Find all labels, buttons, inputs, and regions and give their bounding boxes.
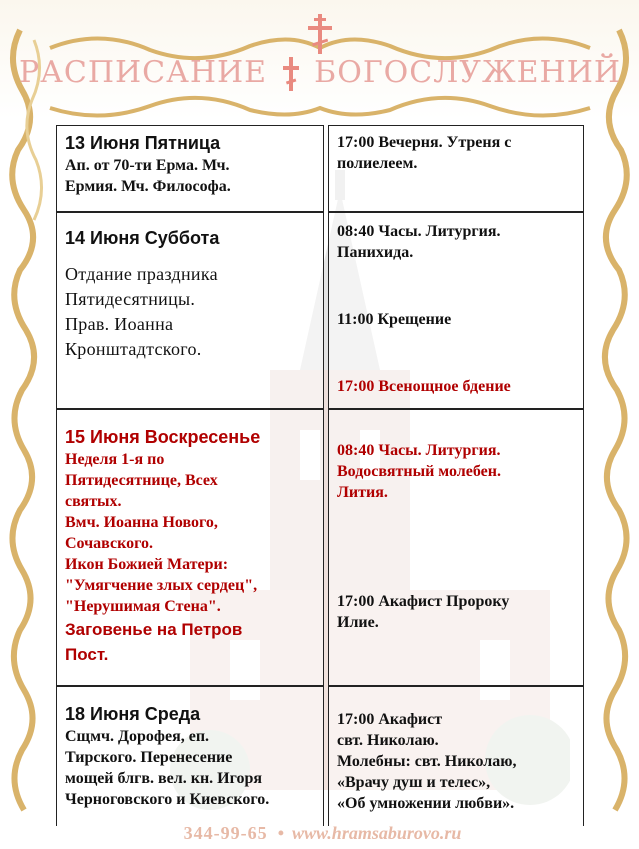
feast-line: Пятидесятницы. bbox=[65, 289, 196, 309]
feast-line-red: Икон Божией Матери: bbox=[65, 556, 229, 573]
feast-line-red: Неделя 1-я по bbox=[65, 451, 165, 468]
feast-line-red: Пятидесятнице, Всех bbox=[65, 472, 218, 489]
service-line: «Врачу душ и телес», bbox=[337, 774, 491, 791]
fast-eve-line: Заговенье на Петров bbox=[65, 620, 243, 639]
feast-line-red: "Умягчение злых сердец", bbox=[65, 577, 258, 594]
title-right: БОГОСЛУЖЕНИЙ bbox=[314, 55, 622, 90]
day-heading: 13 Июня Пятница bbox=[65, 133, 221, 153]
service-line: 11:00 Крещение bbox=[337, 311, 452, 328]
title-left: РАСПИСАНИЕ bbox=[18, 55, 268, 90]
service-line: Молебны: свт. Николаю, bbox=[337, 753, 517, 770]
service-line: «Об умножении любви». bbox=[337, 795, 515, 812]
feast-line: Тирского. Перенесение bbox=[65, 749, 233, 766]
page-title bbox=[18, 48, 622, 98]
service-line-red: 08:40 Часы. Литургия. bbox=[337, 442, 501, 459]
row-1-right-cell bbox=[328, 125, 584, 212]
service-line: 17:00 Акафист Пророку bbox=[337, 593, 510, 610]
feast-line: Ап. от 70-ти Ерма. Мч. bbox=[65, 157, 230, 174]
footer-phone: 344-99-65 bbox=[183, 822, 268, 843]
feast-line: Сщмч. Дорофея, еп. bbox=[65, 728, 210, 745]
feast-line-red: "Нерушимая Стена". bbox=[65, 598, 221, 615]
row-2-left-cell bbox=[56, 212, 324, 409]
service-line: 17:00 Акафист bbox=[337, 711, 443, 728]
service-line: свт. Николаю. bbox=[337, 732, 439, 749]
feast-line: Прав. Иоанна bbox=[65, 314, 174, 334]
feast-line: Ермия. Мч. Философа. bbox=[65, 178, 231, 195]
left-ornament bbox=[0, 0, 54, 849]
feast-line-red: святых. bbox=[65, 493, 122, 510]
feast-line: мощей блгв. вел. кн. Игоря bbox=[65, 770, 263, 787]
footer-website: www.hramsaburovo.ru bbox=[291, 822, 462, 843]
day-heading: 18 Июня Среда bbox=[65, 704, 201, 724]
service-line: 08:40 Часы. Литургия. bbox=[337, 223, 501, 240]
service-line-red: Водосвятный молебен. bbox=[337, 463, 501, 480]
feast-line: Черноговского и Киевского. bbox=[65, 791, 270, 808]
service-line: Панихида. bbox=[337, 244, 414, 261]
fast-eve-line: Пост. bbox=[65, 645, 109, 664]
day-heading: 15 Июня Воскресенье bbox=[65, 427, 261, 447]
title-cross-icon bbox=[282, 57, 300, 91]
service-line: полиелеем. bbox=[337, 155, 418, 172]
footer-separator: • bbox=[277, 822, 284, 843]
right-ornament bbox=[585, 0, 639, 849]
feast-line-red: Вмч. Иоанна Нового, bbox=[65, 514, 218, 531]
service-line: Илие. bbox=[337, 614, 379, 631]
row-2-right-cell bbox=[328, 212, 584, 409]
service-line-red: 17:00 Всенощное бдение bbox=[337, 378, 511, 395]
row-3-left-cell bbox=[56, 409, 324, 686]
feast-line: Отдание праздника bbox=[65, 264, 218, 284]
row-4-right-cell bbox=[328, 686, 584, 826]
footer-contacts bbox=[150, 822, 495, 844]
row-3-right-cell bbox=[328, 409, 584, 686]
feast-line-red: Сочавского. bbox=[65, 535, 153, 552]
service-line: 17:00 Вечерня. Утреня с bbox=[337, 134, 512, 151]
feast-line: Кронштадтского. bbox=[65, 339, 202, 359]
day-heading: 14 Июня Суббота bbox=[65, 228, 220, 248]
service-line-red: Лития. bbox=[337, 484, 388, 501]
row-4-left-cell bbox=[56, 686, 324, 826]
row-1-left-cell bbox=[56, 125, 324, 212]
